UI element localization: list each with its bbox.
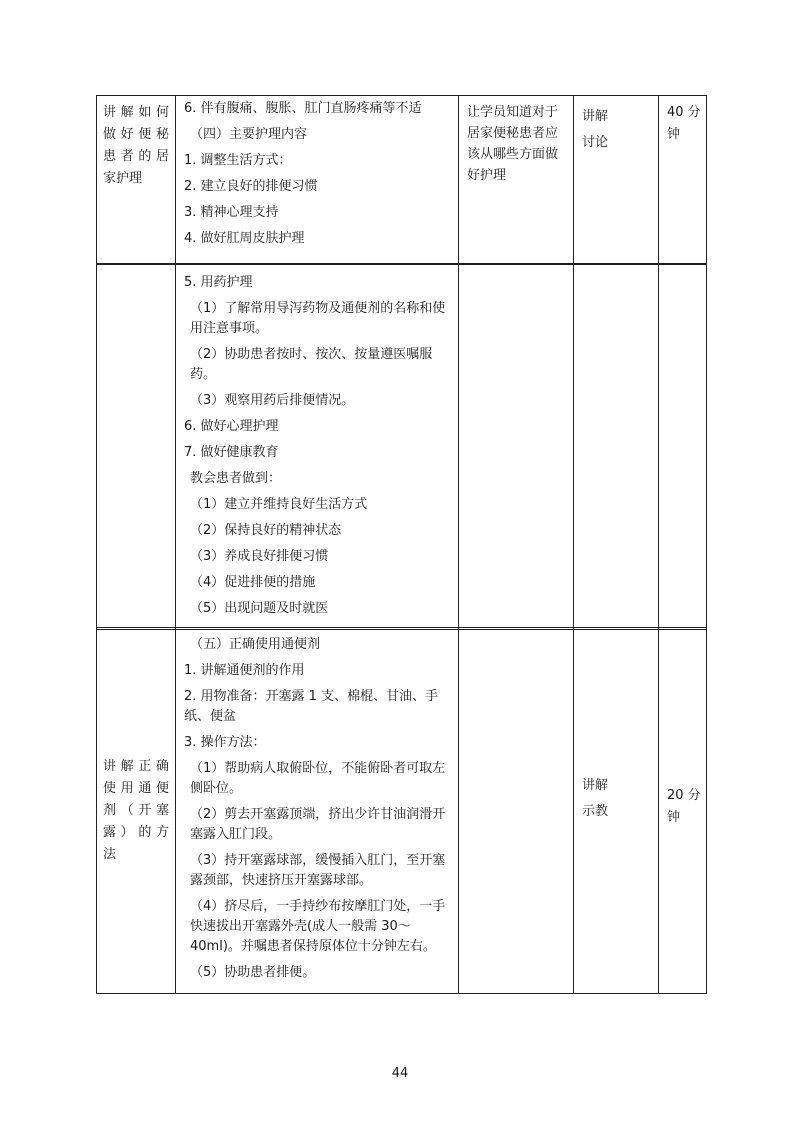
topic-line: 患 者 的 居: [103, 149, 169, 164]
goal-line: 让学员知道对于: [467, 105, 559, 120]
content-line: 1. 讲解通便剂的作用: [184, 663, 305, 678]
page-number: 44: [391, 1066, 409, 1081]
goal-cell: [459, 96, 574, 264]
content-line: 2. 用物准备：开塞露 1 支、棉棍、甘油、手纸、便盆: [184, 689, 439, 724]
method-cell: [574, 628, 659, 994]
content-line: 6. 做好心理护理: [184, 419, 279, 434]
content-line: 3. 操作方法：: [184, 735, 266, 750]
topic-line: 做 好 便 秘: [103, 127, 169, 142]
topic-cell: [97, 96, 176, 264]
goal-line: 该从哪些方面做: [467, 147, 559, 162]
topic-line: 使 用 通 便: [103, 780, 169, 796]
content-line: 4. 做好肛周皮肤护理: [184, 231, 305, 246]
topic-line: 法: [103, 846, 117, 862]
content-line: （2）剪去开塞露顶端，挤出少许甘油润滑开塞露入肛门段。: [190, 807, 446, 842]
content-line: 5. 用药护理: [184, 275, 253, 290]
content-line: （2）保持良好的精神状态: [190, 523, 342, 538]
content-line: （四）主要护理内容: [190, 127, 308, 142]
method-line: 示教: [582, 803, 609, 819]
topic-line: 讲 解 正 确: [103, 758, 169, 774]
content-cell: [176, 96, 459, 264]
topic-line: 露 ） 的 方: [103, 824, 169, 840]
time-line: 20 分: [667, 787, 701, 803]
content-line: 2. 建立良好的排便习惯: [184, 179, 318, 194]
method-cell: [574, 96, 659, 264]
topic-line: 讲 解 如 何: [103, 105, 169, 120]
time-line: 40 分: [667, 105, 701, 120]
goal-line: 好护理: [467, 168, 507, 183]
method-line: 讨论: [582, 135, 609, 150]
topic-line: 家护理: [103, 171, 143, 186]
content-line: 教会患者做到：: [190, 471, 282, 486]
topic-line: 剂 （ 开 塞: [103, 802, 169, 818]
content-cell: [176, 628, 459, 994]
content-line: 7. 做好健康教育: [184, 445, 279, 460]
time-cell: [659, 628, 707, 994]
goal-line: 居家便秘患者应: [467, 126, 559, 141]
content-line: （1）了解常用导泻药物及通便剂的名称和使用注意事项。: [190, 301, 446, 336]
goal-cell: [459, 628, 574, 994]
lesson-table-3: [96, 627, 707, 994]
content-line: （1）建立并维持良好生活方式: [190, 497, 368, 512]
content-line: （1）帮助病人取俯卧位，不能俯卧者可取左侧卧位。: [190, 761, 446, 796]
content-line: （5）出现问题及时就医: [190, 601, 329, 616]
content-line: 1. 调整生活方式：: [184, 153, 292, 168]
method-line: 讲解: [582, 777, 609, 793]
content-line: （2）协助患者按时、按次、按量遵医嘱服药。: [190, 347, 433, 382]
time-line: 钟: [667, 809, 681, 825]
content-line: 6. 伴有腹痛、腹胀、肛门直肠疼痛等不适: [184, 101, 422, 116]
topic-cell: [97, 628, 176, 994]
content-line: （5）协助患者排便。: [190, 965, 316, 980]
method-cell: [574, 265, 659, 630]
content-line: （4）挤尽后，一手持纱布按摩肛门处，一手快速拔出开塞露外壳(成人一般需 30～40ml)。并嘱患者保持原体位十分钟左右。: [190, 899, 446, 954]
content-line: （3）持开塞露球部，缓慢插入肛门，至开塞露颈部，快速挤压开塞露球部。: [190, 853, 446, 888]
content-line: （3）养成良好排便习惯: [190, 549, 329, 564]
time-cell: [659, 96, 707, 264]
content-line: （3）观察用药后排便情况。: [190, 393, 355, 408]
content-line: （4）促进排便的措施: [190, 575, 316, 590]
time-cell: [659, 265, 707, 630]
lesson-table-2: [96, 264, 707, 630]
goal-cell: [459, 265, 574, 630]
content-line: （五）正确使用通便剂: [190, 637, 321, 652]
lesson-table-1: [96, 95, 707, 264]
content-line: 3. 精神心理支持: [184, 205, 279, 220]
time-line: 钟: [667, 127, 681, 142]
content-cell: [176, 265, 459, 630]
topic-cell: [97, 265, 176, 630]
method-line: 讲解: [582, 109, 609, 124]
